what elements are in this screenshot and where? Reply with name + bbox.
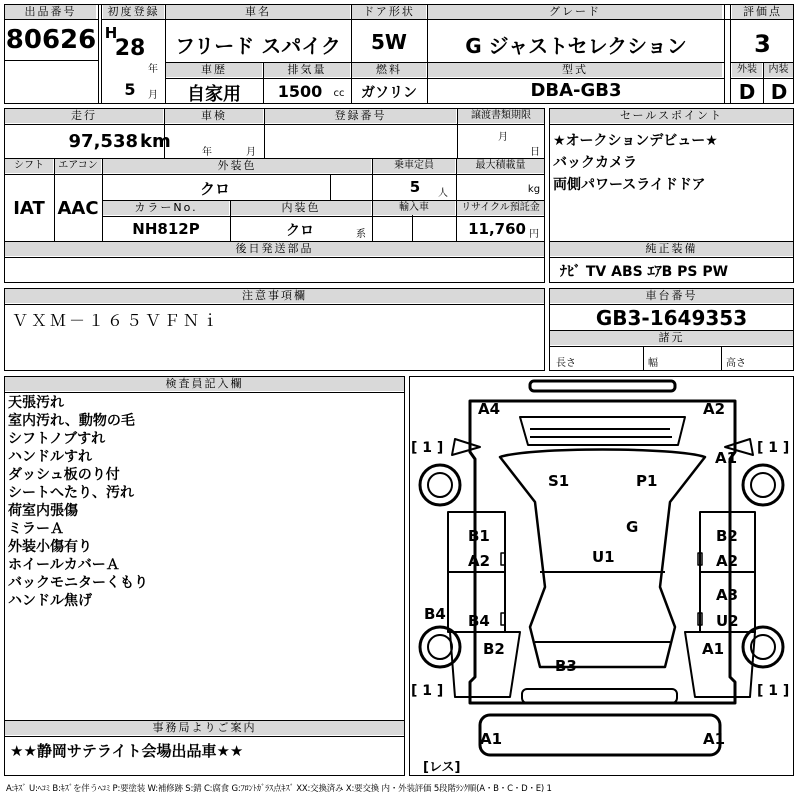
inspector-item: ハンドル焦げ xyxy=(8,593,92,609)
notes-text: ＶＸＭ－１６５ＶＦＮｉ xyxy=(12,311,222,330)
displacement-value: 1500 xyxy=(277,82,323,101)
score-header: 評価点 xyxy=(732,5,793,19)
inspector-item: シフトノブすれ xyxy=(8,431,106,447)
spare-tire-label: [レス] xyxy=(423,760,461,775)
recycle-header: リサイクル預託金 xyxy=(457,201,544,215)
car-name-header: 車名 xyxy=(166,5,350,19)
inspector-item: 荷室内張傷 xyxy=(8,503,78,519)
equipment-header: 純正装備 xyxy=(550,242,793,256)
color-header: 外装色 xyxy=(103,159,371,173)
damage-mark: B1 xyxy=(468,527,490,545)
damage-mark: A1 xyxy=(715,449,738,467)
height-label: 高さ xyxy=(726,358,746,369)
sales-point-list xyxy=(553,130,791,196)
damage-mark: A4 xyxy=(478,400,501,418)
score-value: 3 xyxy=(754,30,771,58)
damage-mark: B2 xyxy=(483,640,505,658)
width-label: 幅 xyxy=(648,358,658,369)
damage-mark: A1 xyxy=(703,730,726,748)
exterior-grade: D xyxy=(738,80,756,104)
tire-mark: [ 1 ] xyxy=(411,683,444,699)
tire-mark: [ 1 ] xyxy=(757,683,790,699)
interior-color-header: 内装色 xyxy=(231,201,371,215)
load-header: 最大積載量 xyxy=(457,159,544,173)
inspector-item: 天張汚れ xyxy=(8,395,64,411)
first-reg-header: 初度登録 xyxy=(103,5,164,19)
damage-mark: A1 xyxy=(480,730,503,748)
year-unit: 年 xyxy=(148,64,158,75)
interior-color-unit: 系 xyxy=(356,229,366,240)
model-header: 型式 xyxy=(428,63,722,77)
capacity-unit: 人 xyxy=(438,188,448,199)
inspector-header: 検査員記入欄 xyxy=(5,377,404,391)
later-parts-header: 後日発送部品 xyxy=(5,242,544,256)
import-header: 輸入車 xyxy=(373,201,455,215)
reg-no-header: 登録番号 xyxy=(265,109,456,123)
displacement-header: 排気量 xyxy=(264,63,350,77)
inspector-item: ミラーＡ xyxy=(8,521,64,537)
tire-mark: [ 1 ] xyxy=(411,440,444,456)
office-text: ★★静岡サテライト会場出品車★★ xyxy=(10,742,244,760)
sales-point-item: ★オークションデビュー★ xyxy=(553,133,718,149)
door-header: ドア形状 xyxy=(352,5,426,19)
inspector-item: ハンドルすれ xyxy=(8,449,92,465)
damage-mark: B4 xyxy=(468,612,490,630)
color-no-header: カラーNo. xyxy=(103,201,229,215)
sales-point-item: バックカメラ xyxy=(553,155,637,171)
inspector-item: シートへたり、汚れ xyxy=(8,485,134,501)
grade-value: G ジャストセレクション xyxy=(465,34,687,58)
car-outline xyxy=(410,377,793,775)
history-value: 自家用 xyxy=(187,84,241,105)
inspector-item: 外装小傷有り xyxy=(8,539,92,555)
damage-mark: U2 xyxy=(716,612,739,630)
mileage-unit: km xyxy=(140,131,171,152)
interior-color-value: クロ xyxy=(286,223,314,239)
shift-value: IAT xyxy=(13,198,45,219)
lot-number: 80626 xyxy=(5,25,97,55)
fuel-header: 燃料 xyxy=(352,63,426,77)
capacity-header: 乗車定員 xyxy=(373,159,455,173)
mileage-header: 走行 xyxy=(5,109,163,123)
equipment-value: ﾅﾋﾞ TV ABS ｴｱB PS PW xyxy=(560,264,729,280)
damage-mark: B3 xyxy=(555,657,577,675)
length-label: 長さ xyxy=(556,358,576,369)
interior-header: 内装 xyxy=(764,63,793,77)
car-name: フリード スパイク xyxy=(175,34,341,58)
inspector-item: バックモニターくもり xyxy=(8,575,148,591)
mileage-value: 97,538 xyxy=(68,131,138,152)
inspection-header: 車検 xyxy=(165,109,263,123)
damage-mark: A2 xyxy=(703,400,726,418)
inspector-list xyxy=(8,394,398,610)
load-unit: kg xyxy=(527,184,541,195)
damage-diagram xyxy=(409,376,794,776)
inspection-year-unit: 年 xyxy=(202,147,212,158)
era-mark: H xyxy=(104,24,118,42)
shift-header: シフト xyxy=(5,159,53,173)
office-header: 事務局よりご案内 xyxy=(5,721,404,735)
lot-no-header: 出品番号 xyxy=(5,5,96,19)
ac-header: エアコン xyxy=(55,159,101,173)
color-value: クロ xyxy=(199,180,230,198)
notes-header: 注意事項欄 xyxy=(5,289,544,303)
inspector-item: ダッシュ板のり付 xyxy=(8,467,120,483)
transfer-day-unit: 日 xyxy=(530,147,540,158)
displacement-unit: cc xyxy=(333,88,345,99)
reg-year: 28 xyxy=(114,36,146,61)
ac-value: AAC xyxy=(57,198,99,219)
reg-month: 5 xyxy=(124,80,136,99)
damage-mark: G xyxy=(626,518,639,536)
tire-mark: [ 1 ] xyxy=(757,440,790,456)
history-header: 車歴 xyxy=(166,63,262,77)
chassis-header: 車台番号 xyxy=(550,289,793,303)
interior-grade: D xyxy=(770,80,788,104)
inspector-item: 室内汚れ、動物の毛 xyxy=(8,413,135,429)
damage-mark: A3 xyxy=(716,586,739,604)
transfer-header: 譲渡書類期限 xyxy=(458,109,544,123)
month-unit: 月 xyxy=(148,90,158,101)
inspector-item: ホイールカバーＡ xyxy=(8,557,120,573)
capacity-value: 5 xyxy=(409,178,421,196)
sales-point-header: セールスポイント xyxy=(550,109,793,123)
chassis-number: GB3-1649353 xyxy=(595,306,748,330)
dims-header: 諸元 xyxy=(550,331,793,345)
damage-mark: S1 xyxy=(548,472,570,490)
grade-header: グレード xyxy=(428,5,722,19)
damage-mark: A1 xyxy=(702,640,725,658)
damage-mark: A2 xyxy=(468,552,491,570)
damage-mark: P1 xyxy=(636,472,658,490)
fuel-value: ガソリン xyxy=(361,85,417,101)
damage-mark: B2 xyxy=(716,527,738,545)
door-type: 5W xyxy=(371,30,407,54)
exterior-header: 外装 xyxy=(732,63,762,77)
transfer-month-unit: 月 xyxy=(498,132,508,143)
color-no-value: NH812P xyxy=(132,220,200,238)
sales-point-item: 両側パワースライドドア xyxy=(553,177,706,193)
damage-mark: B4 xyxy=(424,605,446,623)
damage-mark: U1 xyxy=(592,548,615,566)
inspection-month-unit: 月 xyxy=(246,147,256,158)
damage-mark: A2 xyxy=(716,552,739,570)
model-value: DBA-GB3 xyxy=(530,80,622,101)
damage-legend: A:ｷｽﾞ U:ﾍｺﾐ B:ｷｽﾞを伴うﾍｺﾐ P:要塗装 W:補修跡 S:錆 C:腐食 G:ﾌﾛﾝﾄｶﾞﾗｽ点ｷｽﾞ XX:交換済み X:要交換 内・外装評価 5段階ﾗﾝｸ順(A・B・C・D・E) 1 xyxy=(6,784,552,794)
recycle-value: 11,760 xyxy=(468,220,526,238)
recycle-unit: 円 xyxy=(529,229,539,240)
